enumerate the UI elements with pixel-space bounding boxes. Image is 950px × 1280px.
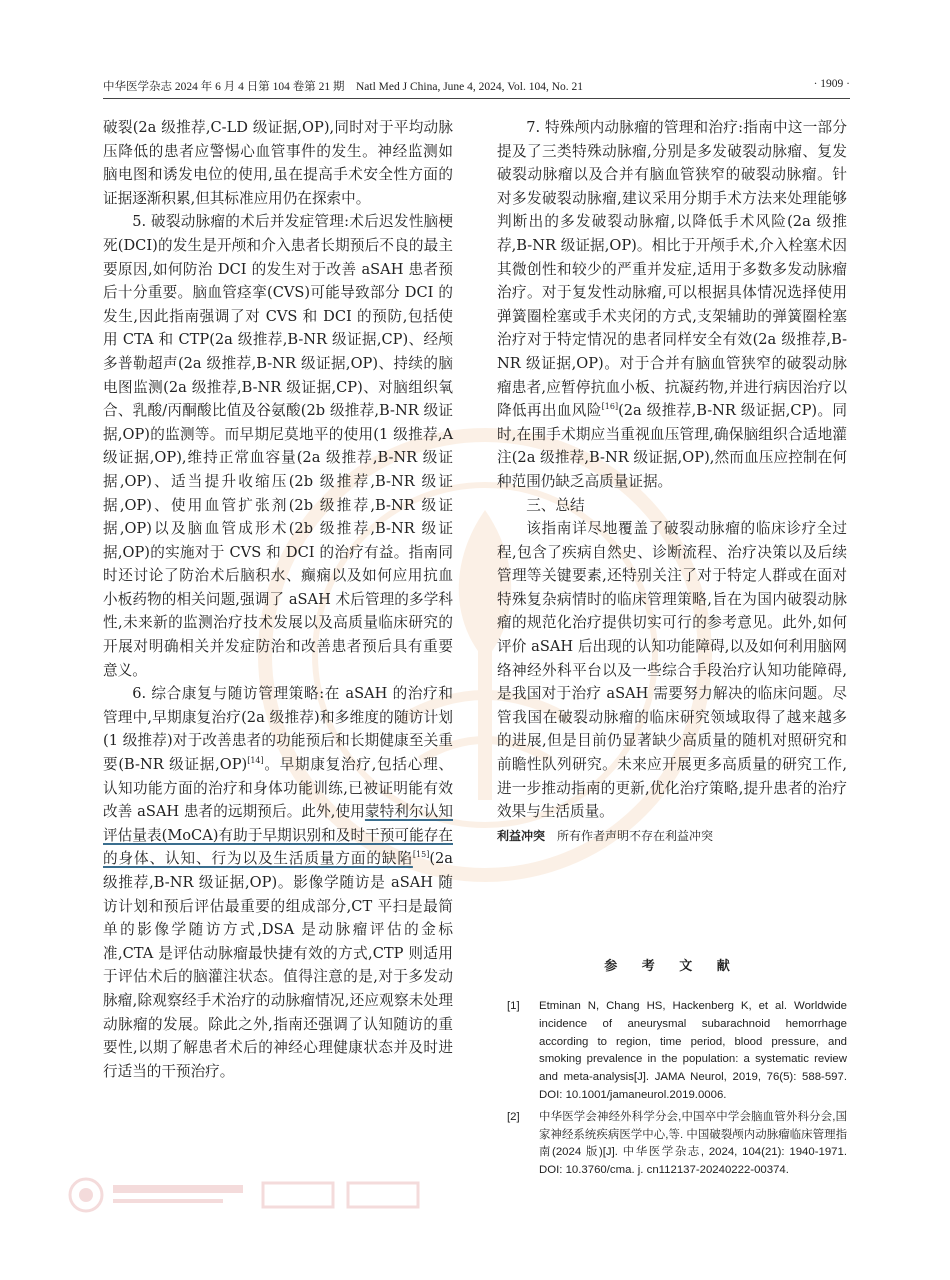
reference-text: Etminan N, Chang HS, Hackenberg K, et al. Worldwide incidence of aneurysmal subarachnoid hemorrhage according to region, time period, blood pressure, and smoking prevalence in the population: a systematic review and meta-analysis[J]. JAMA Neurol, 2019, 76(5): 588-597. DOI: 10.1001/jamaneurol.2019.0006. — [539, 1000, 847, 1101]
underlined-moca-text: 蒙特利尔认知评估量表(MoCA)有助于早期识别和及时干预可能存在的身体、认知、行为以及生活质量方面的缺陷 — [103, 803, 453, 868]
text-segment: (2a 级推荐,B-NR 级证据,CP)。同时,在围手术期应当重视血压管理,确保脑组织合适地灌注(2a 级推荐,B-NR 级证据,OP),然而血压应控制在何种范围仍缺乏高质量证据。 — [497, 402, 847, 490]
citation-15: [15] — [412, 850, 430, 860]
citation-16: [16] — [601, 402, 619, 412]
paragraph-postoperative-complications: 5. 破裂动脉瘤的术后并发症管理:术后迟发性脑梗死(DCI)的发生是开颅和介入患者长期预后不良的最主要原因,如何防治 DCI 的发生对于改善 aSAH 患者预后十分重要。脑血管痉挛(CVS)可能导致部分 DCI 的发生,因此指南强调了对 CVS 和 DCI 的预防,包括使用 CTA 和 CTP(2a 级推荐,B-NR 级证据,CP)、经颅多普勒超声(2a 级推荐,B-NR 级证据,OP)、持续的脑电图监测(2a 级推荐,B-NR 级证据,CP)、对脑组织氧合、乳酸/丙酮酸比值及谷氨酸(2b 级推荐,B-NR 级证据,OP)的监测等。而早期尼莫地平的使用(1 级推荐,A 级证据,OP),维持正常血容量(2a 级推荐,B-NR 级证据,OP)、适当提升收缩压(2b 级推荐,B-NR 级证据,OP)、使用血管扩张剂(2b 级推荐,B-NR 级证据,OP)以及脑血管成形术(2b 级推荐,B-NR 级证据,OP)的实施对于 CVS 和 DCI 的治疗有益。指南同时还讨论了防治术后脑积水、癫痫以及如何应用抗血小板药物的相关问题,强调了 aSAH 术后管理的多学科性,未来新的监测治疗技术发展以及高质量临床研究的开展对明确相关并发症防治和改善患者预后具有重要意义。 — [103, 213, 453, 679]
text-segment: 。早期康复治疗,包括心理、认知功能方面的治疗和身体功能训练,已被证明能有效改善 aSAH 患者的远期预后。此外,使用 — [103, 756, 453, 821]
paragraph-summary: 该指南详尽地覆盖了破裂动脉瘤的临床诊疗全过程,包含了疾病自然史、诊断流程、治疗决策以及后续管理等关键要素,还特别关注了对于特定人群或在面对特殊复杂病情时的临床管理策略,旨在为国内破裂动脉瘤的规范化治疗提供切实可行的参考意见。此外,如何评价 aSAH 后出现的认知功能障碍,以及如何利用脑网络神经外科平台以及一些综合手段治疗认知功能障碍,是我国对于治疗 aSAH 需要努力解决的临床问题。尽管我国在破裂动脉瘤的临床研究领域取得了越来越多的进展,但是目前仍显著缺少高质量的随机对照研究和前瞻性队列研究。未来应开展更多高质量的研究工作,进一步推动指南的更新,优化治疗策略,提升患者的治疗效果与生活质量。 — [497, 520, 847, 821]
reference-text: 中华医学会神经外科学分会,中国卒中学会脑血管外科分会,国家神经系统疾病医学中心,等. 中国破裂颅内动脉瘤临床管理指南(2024 版)[J]. 中华医学杂志, 2024, 104(21): 1940-1971. DOI: 10.3760/cma. j. cn112137-20240222-00374. — [539, 1110, 847, 1177]
section-heading-summary: 三、总结 — [526, 496, 585, 514]
running-header — [103, 76, 850, 99]
conflict-text: 所有作者声明不存在利益冲突 — [557, 828, 714, 843]
reference-number: [2] — [507, 1110, 520, 1123]
text-segment: (2a 级推荐,B-NR 级证据,OP)。影像学随访是 aSAH 随访计划和预后评估最重要的组成部分,CT 平扫是最简单的影像学随访方式,DSA 是动脉瘤评估的金标准,CTA 是评估动脉瘤最快捷有效的方式,CTP 则适用于评估术后的脑灌注状态。值得注意的是,对于多发动脉瘤,除观察经手术治疗的动脉瘤情况,还应观察未处理动脉瘤的发展。除此之外,指南还强调了认知随访的重要性,以期了解患者术后的神经心理健康状态并及时进行适当的干预治疗。 — [103, 850, 453, 1080]
text-segment: 7. 特殊颅内动脉瘤的管理和治疗:指南中这一部分提及了三类特殊动脉瘤,分别是多发破裂动脉瘤、复发破裂动脉瘤以及合并有脑血管狭窄的破裂动脉瘤。针对多发破裂动脉瘤,建议采用分期手术方法来处理能够判断出的多发破裂动脉瘤,以降低手术风险(2a 级推荐,B-NR 级证据,OP)。相比于开颅手术,介入栓塞术因其微创性和较少的严重并发症,适用于多数多发动脉瘤治疗。对于复发性动脉瘤,可以根据具体情况选择使用弹簧圈栓塞或手术夹闭的方式,支架辅助的弹簧圈栓塞治疗对于特定情况的患者同样安全有效(2a 级推荐,B-NR 级证据,OP)。对于合并有脑血管狭窄的破裂动脉瘤患者,应暂停抗血小板、抗凝药物,并进行病因治疗以降低再出血风险 — [497, 119, 847, 420]
references-list — [507, 998, 847, 1184]
citation-14: [14] — [247, 756, 264, 766]
text-segment: 6. 综合康复与随访管理策略:在 aSAH 的治疗和管理中,早期康复治疗(2a 级推荐)和多维度的随访计划(1 级推荐)对于改善患者的功能预后和长期健康至关重要(B-NR 级证据,OP) — [103, 685, 453, 774]
conflict-of-interest — [497, 826, 847, 846]
journal-citation: 中华医学杂志 2024 年 6 月 4 日第 104 卷第 21 期 Natl Med J China, June 4, 2024, Vol. 104, No. 21 — [103, 81, 584, 93]
paragraph-special-aneurysms — [497, 116, 847, 494]
reference-number: [1] — [507, 1000, 520, 1012]
page-number: · 1909 · — [813, 78, 850, 90]
references-title: 参 考 文 献 — [604, 959, 740, 974]
reference-item — [507, 998, 847, 1105]
right-column — [497, 116, 847, 846]
paragraph-continued: 破裂(2a 级推荐,C-LD 级证据,OP),同时对于平均动脉压降低的患者应警惕心血管事件的发生。神经监测如脑电图和诱发电位的使用,虽在提高手术安全性方面的证据逐渐积累,但其标准应用仍在探索中。 — [103, 119, 453, 207]
publisher-logo-icon — [68, 1175, 428, 1215]
conflict-label: 利益冲突 — [497, 828, 546, 843]
paragraph-rehabilitation-followup — [103, 682, 453, 1083]
left-column — [103, 116, 453, 1083]
reference-item — [507, 1109, 847, 1180]
